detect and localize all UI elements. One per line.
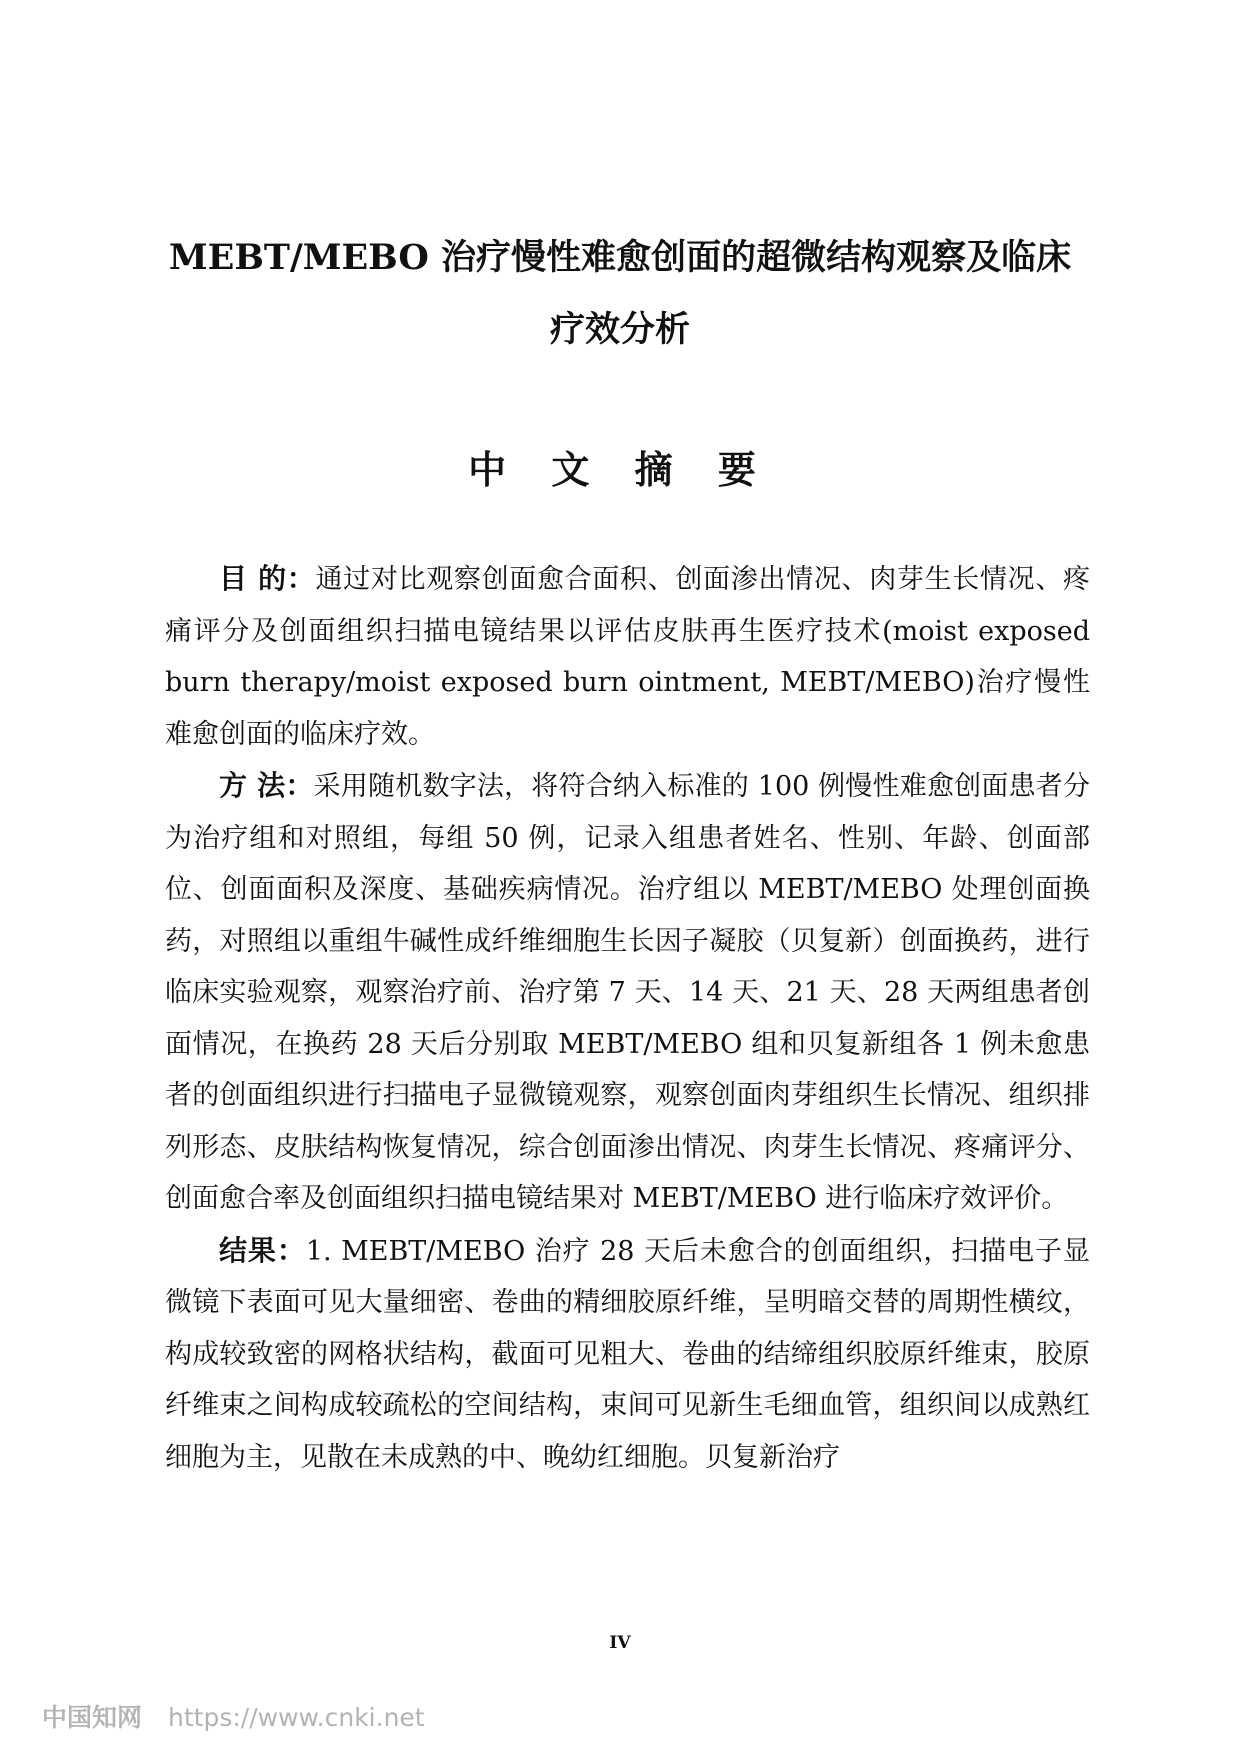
paragraph-objective <box>165 553 1090 760</box>
abstract-heading: 中 文 摘 要 <box>468 447 772 492</box>
paragraph-results <box>165 1225 1090 1484</box>
abstract-body <box>165 553 1090 1483</box>
results-text: 1. MEBT/MEBO 治疗 28 天后未愈合的创面组织，扫描电子显微镜下表面可见大量细密、卷曲的精细胶原纤维，呈明暗交替的周期性横纹，构成较致密的网格状结构，截面可见粗大、卷曲的结缔组织胶原纤维束，胶原纤维束之间构成较疏松的空间结构，束间可见新生毛细血管，组织间以成熟红细胞为主，见散在未成熟的中、晚幼红细胞。贝复新治疗 <box>165 1235 1090 1473</box>
paper-title-line-2: 疗效分析 <box>549 309 690 350</box>
paragraph-methods <box>165 760 1090 1225</box>
watermark-brand: 中国知网 <box>42 1703 143 1732</box>
methods-label: 方 法： <box>219 769 314 802</box>
objective-text: 通过对比观察创面愈合面积、创面渗出情况、肉芽生长情况、疼痛评分及创面组织扫描电镜结果以评估皮肤再生医疗技术(moist exposed burn therapy/moist exposed burn ointment, MEBT/MEBO)治疗慢性难愈创面的临床疗效。 <box>165 564 1091 750</box>
watermark-url: https://www.cnki.net <box>168 1703 425 1732</box>
methods-text: 采用随机数字法，将符合纳入标准的 100 例慢性难愈创面患者分为治疗组和对照组，每组 50 例，记录入组患者姓名、性别、年龄、创面部位、创面面积及深度、基础疾病情况。治疗组以 MEBT/MEBO 处理创面换药，对照组以重组牛碱性成纤维细胞生长因子凝胶（贝复新）创面换药，进行临床实验观察，观察治疗前、治疗第 7 天、14 天、21 天、28 天两组患者创面情况，在换药 28 天后分别取 MEBT/MEBO 组和贝复新组各 1 例未愈患者的创面组织进行扫描电子显微镜观察，观察创面肉芽组织生长情况、组织排列形态、皮肤结构恢复情况，综合创面渗出情况、肉芽生长情况、疼痛评分、创面愈合率及创面组织扫描电镜结果对 MEBT/MEBO 进行临床疗效评价。 <box>165 771 1090 1214</box>
paper-title-line-1: MEBT/MEBO 治疗慢性难愈创面的超微结构观察及临床 <box>168 237 1072 278</box>
page-number: IV <box>609 1633 631 1653</box>
cnki-watermark <box>42 1698 425 1734</box>
paper-title <box>150 222 1090 366</box>
results-label: 结果： <box>219 1233 306 1267</box>
objective-label: 目 的： <box>219 562 316 595</box>
